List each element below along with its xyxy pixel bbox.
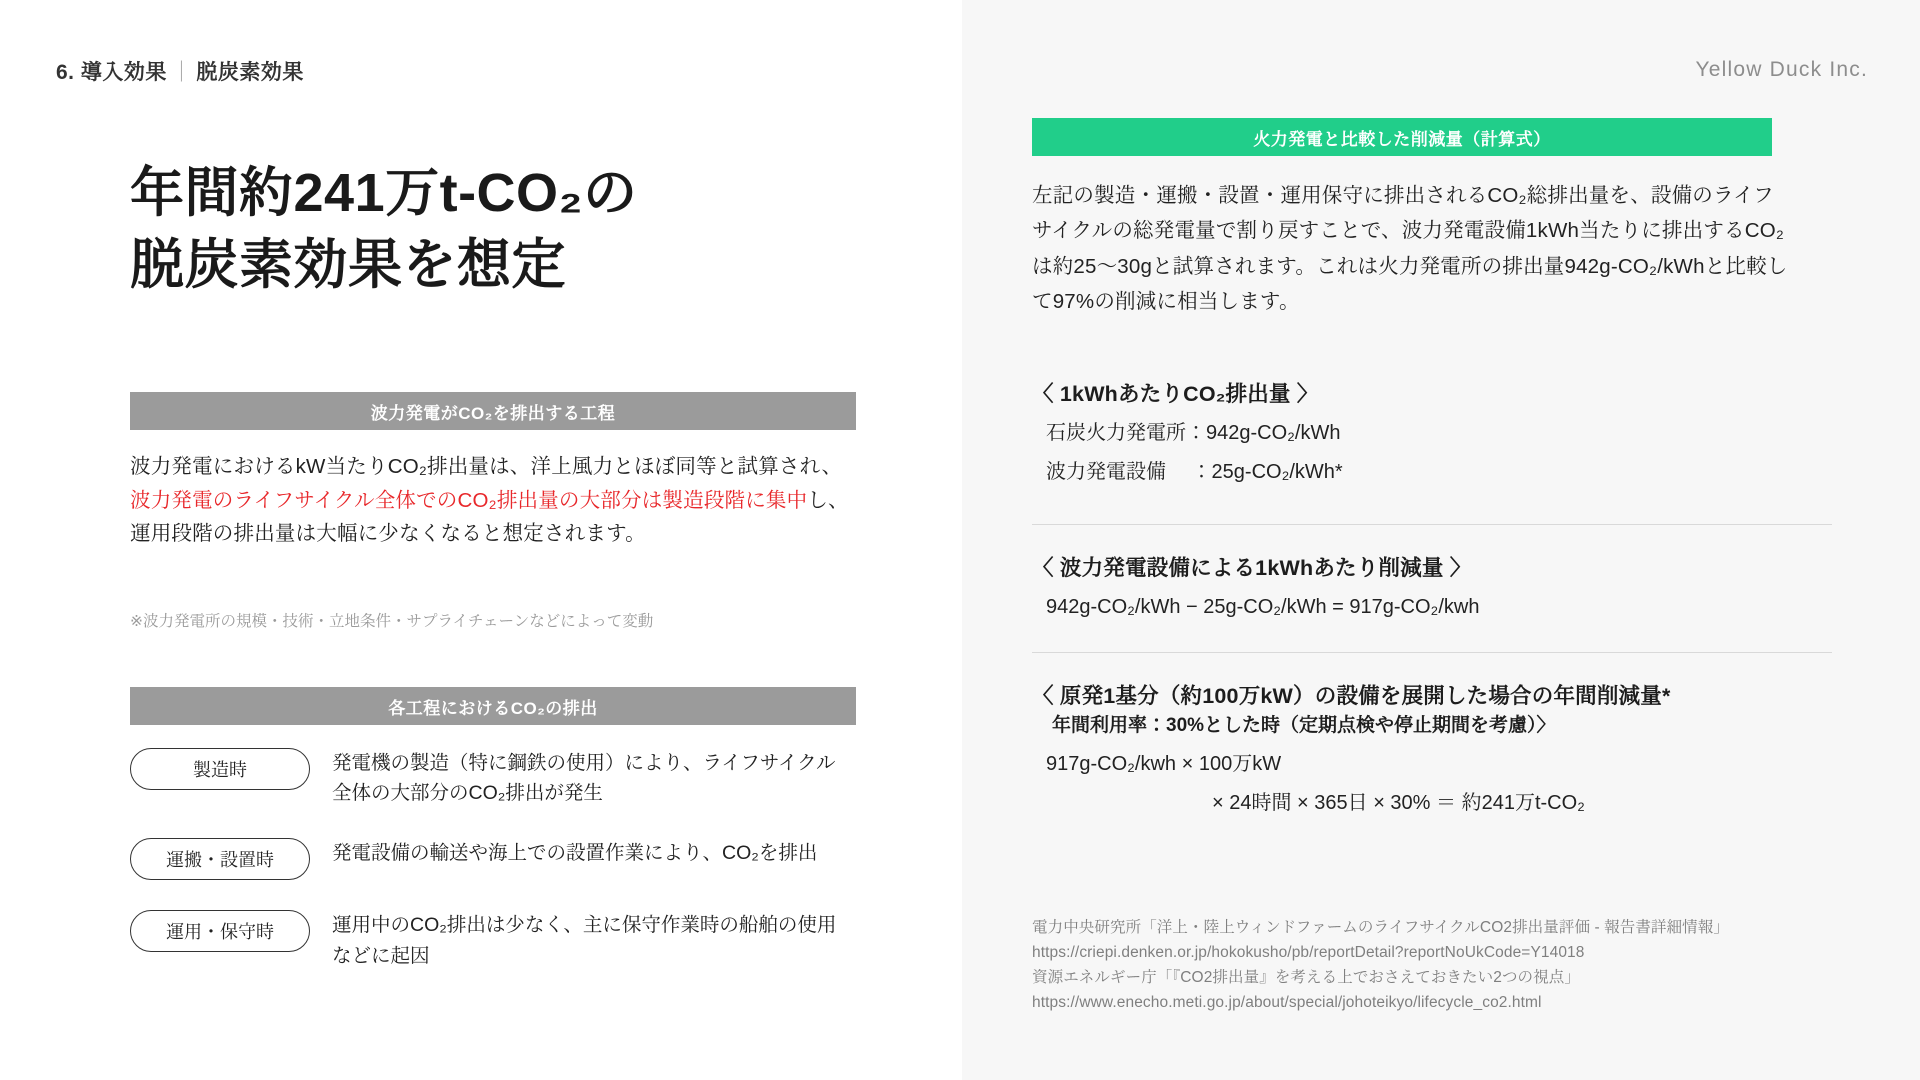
divider	[1032, 524, 1832, 525]
source-line: 資源エネルギー庁「『CO2排出量』を考える上でおさえておきたい2つの視点」	[1032, 969, 1580, 987]
brand-logo-text: Yellow Duck Inc.	[1695, 58, 1868, 81]
step-pill-manufacturing: 製造時	[130, 748, 310, 790]
breadcrumb-number: 6. 導入効果	[56, 61, 167, 84]
calc-title: 〈 波力発電設備による1kWhあたり削減量 〉	[1032, 556, 1472, 580]
calc-line: 石炭火力発電所：942g-CO₂/kWh	[1046, 422, 1341, 445]
calc-title: 〈 1kWhあたりCO₂排出量 〉	[1032, 382, 1319, 406]
calc-block-emission-per-kwh	[1032, 378, 1832, 488]
list-item	[130, 748, 870, 808]
calc-line: 917g-CO₂/kwh × 100万kW	[1046, 752, 1282, 775]
calc-block-reduction-per-kwh	[1032, 552, 1832, 623]
source-link[interactable]: https://www.enecho.meti.go.jp/about/special/johoteikyo/lifecycle_co2.html	[1032, 994, 1542, 1012]
calc-line: 942g-CO₂/kWh − 25g-CO₂/kWh = 917g-CO₂/kwh	[1046, 596, 1480, 619]
breadcrumb	[56, 56, 304, 86]
sources-list	[1032, 915, 1862, 1015]
page-title	[130, 158, 638, 302]
body-paragraph-part1: 波力発電におけるkW当たりCO₂排出量は、洋上風力とほぼ同等と試算され、	[130, 455, 843, 478]
intro-paragraph: 左記の製造・運搬・設置・運用保守に排出されるCO₂総排出量を、設備のライフサイクルの総発電量で割り戻すことで、波力発電設備1kWh当たりに排出するCO₂は約25〜30gと試算されます。これは火力発電所の排出量942g-CO₂/kWhと比較して97%の削減に相当します。	[1032, 184, 1788, 313]
section-header-comparison: 火力発電と比較した削減量（計算式）	[1032, 118, 1772, 156]
headline-line-2: 脱炭素効果を想定	[130, 234, 566, 295]
list-item	[130, 838, 870, 880]
step-text-manufacturing: 発電機の製造（特に鋼鉄の使用）により、ライフサイクル全体の大部分のCO₂排出が発生	[332, 752, 836, 805]
footnote-note: ※波力発電所の規模・技術・立地条件・サプライチェーンなどによって変動	[130, 613, 654, 630]
step-text-transport-install: 発電設備の輸送や海上での設置作業により、CO₂を排出	[332, 842, 818, 865]
calc-line: × 24時間 × 365日 × 30% ＝ 約241万t-CO₂	[1212, 791, 1585, 814]
step-text-operation-maintenance: 運用中のCO₂排出は少なく、主に保守作業時の船舶の使用などに起因	[332, 914, 837, 967]
source-link[interactable]: https://criepi.denken.or.jp/hokokusho/pb/reportDetail?reportNoUkCode=Y14018	[1032, 944, 1585, 962]
source-line: 電力中央研究所「洋上・陸上ウィンドファームのライフサイクルCO2排出量評価 - 報告書詳細情報」	[1032, 919, 1729, 936]
breadcrumb-section: 脱炭素効果	[196, 61, 304, 84]
calc-line: 波力発電設備 ：25g-CO₂/kWh*	[1046, 461, 1343, 484]
body-paragraph-highlight: 波力発電のライフサイクル全体でのCO₂排出量の大部分は製造段階に集中	[130, 488, 808, 512]
list-item	[130, 910, 870, 970]
body-paragraph	[130, 450, 860, 551]
right-panel	[962, 0, 1920, 1080]
section-header-process: 波力発電がCO₂を排出する工程	[130, 392, 856, 430]
headline-line-1: 年間約241万t-CO₂の	[130, 163, 638, 223]
calc-title: 〈 原発1基分（約100万kW）の設備を展開した場合の年間削減量*	[1032, 684, 1671, 708]
calc-subtitle: 年間利用率：30%とした時（定期点検や停止期間を考慮）〉	[1052, 715, 1556, 737]
section-header-emission: 各工程におけるCO₂の排出	[130, 687, 856, 725]
steps-list	[130, 748, 870, 1001]
divider	[1032, 652, 1832, 653]
calc-block-annual-reduction	[1032, 680, 1832, 819]
breadcrumb-separator: ｜	[170, 61, 193, 84]
step-pill-transport-install: 運搬・設置時	[130, 838, 310, 880]
body-paragraph-part2: し、運用段階の排出量は大幅に少なくなると想定されます。	[130, 488, 849, 546]
step-pill-operation-maintenance: 運用・保守時	[130, 910, 310, 952]
